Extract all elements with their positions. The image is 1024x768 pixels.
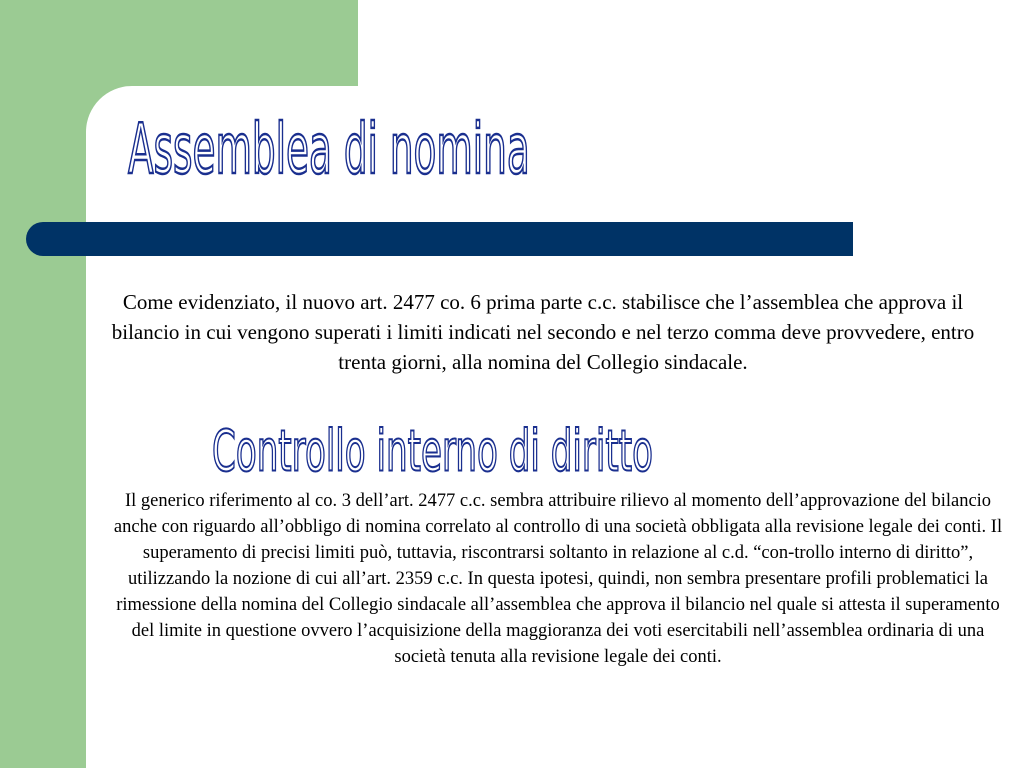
slide-title: Assemblea di nomina <box>128 108 530 190</box>
section-title: Controllo interno di diritto <box>212 417 653 485</box>
green-sidebar <box>0 0 86 768</box>
title-underline-bar <box>26 222 853 256</box>
intro-paragraph: Come evidenziato, il nuovo art. 2477 co. 6 prima parte c.c. stabilisce che l’assemblea che approva il bilancio in cui vengono superati i limiti indicati nel secondo e nel terzo comma deve provvedere, entro trenta giorni, alla nomina del Collegio sindacale. <box>111 290 975 374</box>
body-paragraph: Il generico riferimento al co. 3 dell’art. 2477 c.c. sembra attribuire rilievo al momento dell’approvazione del bilancio anche con riguardo all’obbligo di nomina correlato al controllo di una società obbligata alla revisione legale dei conti. Il superamento di precisi limiti può, tuttavia, riscontrarsi soltanto in relazione al c.d. “con-trollo interno di diritto”, utilizzando la nozione di cui all’art. 2359 c.c. In questa ipotesi, quindi, non sembra presentare profili problematici la rimessione della nomina del Collegio sindacale all’assemblea che approva il bilancio nel quale si attesta il superamento del limite in questione ovvero l’acquisizione della maggioranza dei voti esercitabili nell’assemblea ordinaria di una società tenuta alla revisione legale dei conti. <box>113 491 1003 667</box>
